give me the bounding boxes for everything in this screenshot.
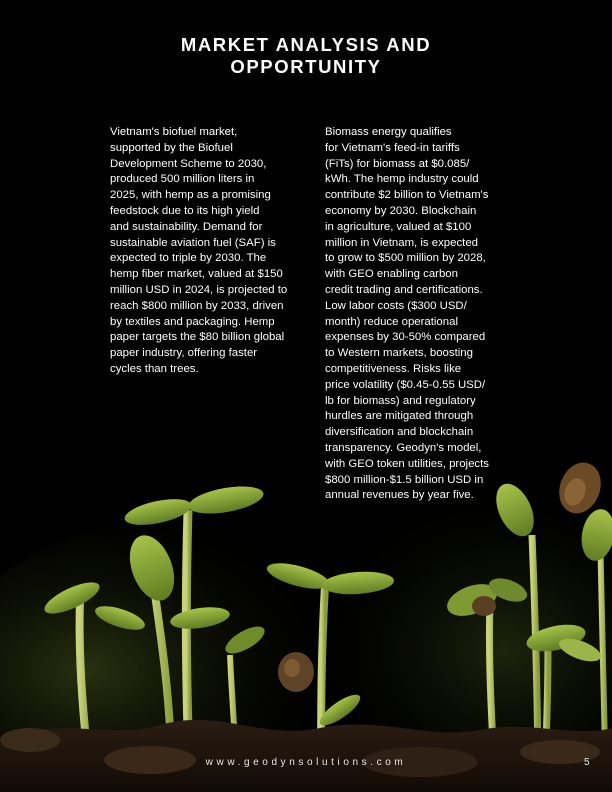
page-number: 5 (584, 757, 590, 768)
seedlings-background-image (0, 440, 612, 792)
body-text-left-column: Vietnam's biofuel market, supported by the Biofuel Development Scheme to 2030, produced 500 million liters in 2025, with hemp as a promising feedstock due to its high yield and sustainability. Demand for sustainable aviation fuel (SAF) is expected to triple by 2030. The hemp fiber market, valued at $150 million USD in 2024, is projected to reach $800 million by 2033, driven by textiles and packaging. Hemp paper targets the $80 billion global paper industry, offering faster cycles than trees. (110, 126, 288, 375)
page-title (0, 34, 612, 78)
body-text-right-column: Biomass energy qualifies for Vietnam's feed-in tariffs (FiTs) for biomass at $0.085/ kWh. The hemp industry could contribute $2 billion to Vietnam's economy by 2030. Blockchain in agriculture, valued at $100 million in Vietnam, is expected to grow to $500 million by 2028, with GEO enabling carbon credit trading and certifications. Low labor costs ($300 USD/ month) reduce operational expenses by 30-50% compared to Western markets, boosting competitiveness. Risks like price volatility ($0.45-0.55 USD/ lb for biomass) and regulatory hurdles are mitigated through diversification and blockchain transparency. Geodyn's model, with GEO token utilities, projects $800 million-$1.5 billion USD in annual revenues by year five. (325, 126, 489, 502)
footer-website: www.geodynsolutions.com (205, 757, 407, 768)
page-title-text: MARKET ANALYSIS AND OPPORTUNITY (180, 34, 432, 77)
